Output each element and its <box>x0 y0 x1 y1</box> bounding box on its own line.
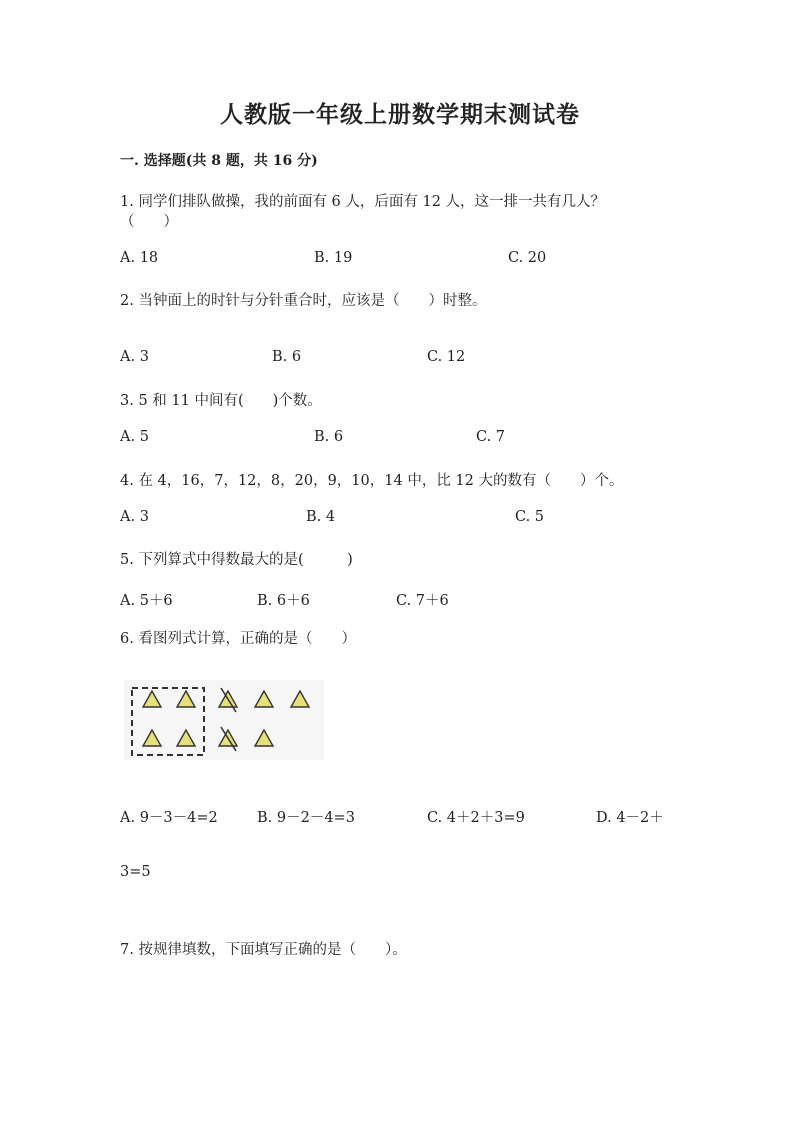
question-1-option-a[interactable]: A. 18 <box>120 250 159 266</box>
question-2-option-b[interactable]: B. 6 <box>272 349 302 365</box>
question-4-option-c[interactable]: C. 5 <box>515 509 545 525</box>
section-heading: 一. 选择题(共 8 题，共 16 分) <box>120 153 318 169</box>
question-7-stem: 7. 按规律填数，下面填写正确的是（ ）。 <box>120 942 407 958</box>
question-2-stem: 2. 当钟面上的时针与分针重合时，应该是（ ）时整。 <box>120 293 487 309</box>
question-1-stem-blank: （ ） <box>120 214 178 230</box>
question-3-option-c[interactable]: C. 7 <box>476 429 506 445</box>
question-6-option-a[interactable]: A. 9－3－4=2 <box>120 810 218 826</box>
question-3-option-a[interactable]: A. 5 <box>120 429 149 445</box>
question-6-stem: 6. 看图列式计算，正确的是（ ） <box>120 631 356 647</box>
question-5-stem: 5. 下列算式中得数最大的是( ) <box>120 552 353 568</box>
question-5-option-c[interactable]: C. 7＋6 <box>396 593 449 609</box>
question-5-option-a[interactable]: A. 5＋6 <box>120 593 173 609</box>
question-4-option-a[interactable]: A. 3 <box>120 509 149 525</box>
question-6-option-d-wrap: 3=5 <box>120 864 151 880</box>
page-title: 人教版一年级上册数学期末测试卷 <box>220 101 580 128</box>
question-6-option-b[interactable]: B. 9－2－4=3 <box>257 810 355 826</box>
question-6-option-d[interactable]: D. 4－2＋ <box>596 810 664 826</box>
question-2-option-a[interactable]: A. 3 <box>120 349 149 365</box>
question-2-option-c[interactable]: C. 12 <box>427 349 466 365</box>
question-3-option-b[interactable]: B. 6 <box>314 429 344 445</box>
question-1-option-b[interactable]: B. 19 <box>314 250 353 266</box>
question-5-option-b[interactable]: B. 6＋6 <box>257 593 310 609</box>
question-1-stem: 1. 同学们排队做操，我的前面有 6 人，后面有 12 人，这一排一共有几人？ <box>120 194 606 210</box>
question-3-stem: 3. 5 和 11 中间有( )个数。 <box>120 393 322 409</box>
question-4-stem: 4. 在 4，16，7，12，8，20，9，10，14 中，比 12 大的数有（ ）个。 <box>120 473 624 489</box>
triangle-figure <box>124 680 324 760</box>
question-4-option-b[interactable]: B. 4 <box>306 509 336 525</box>
question-6-option-c[interactable]: C. 4＋2＋3=9 <box>427 810 525 826</box>
question-1-option-c[interactable]: C. 20 <box>508 250 547 266</box>
